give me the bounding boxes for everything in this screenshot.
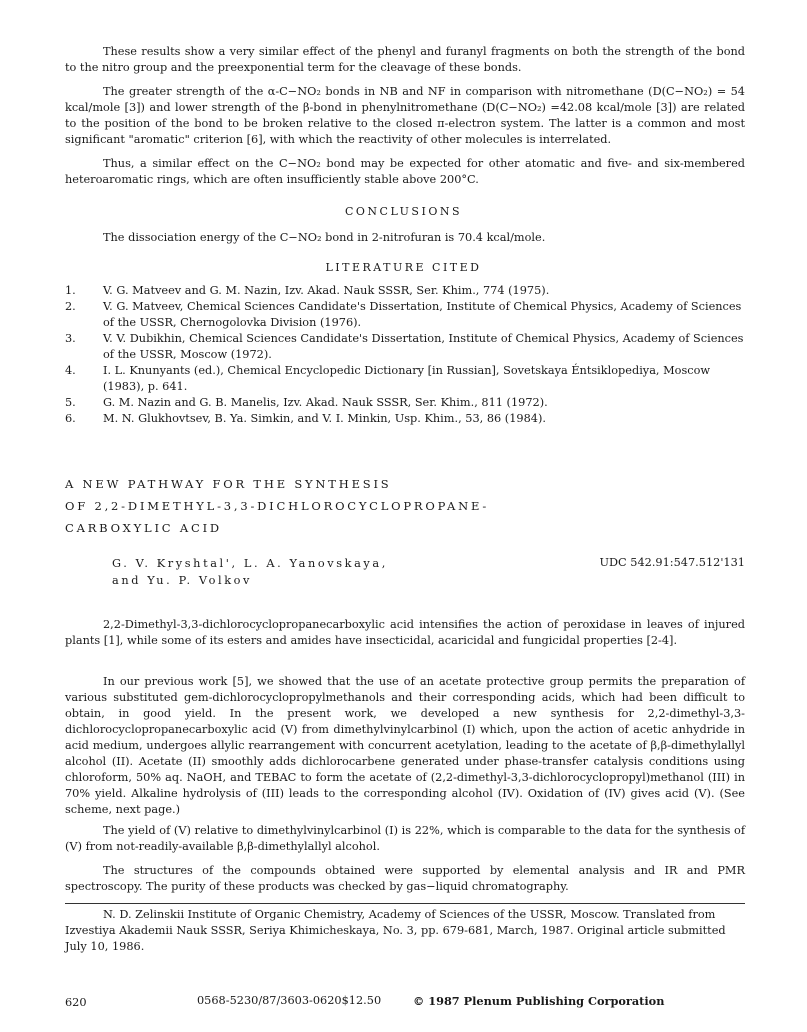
page-number: 620 xyxy=(65,996,87,1009)
author-list xyxy=(112,555,388,589)
article-paragraph-4: The structures of the compounds obtained were supported by elemental analysis and IR and PMR spectroscopy. The purity of these products was checked by gas−liquid chromatography. xyxy=(65,864,745,893)
authors-line: G. V. Kryshtal', L. A. Yanovskaya, xyxy=(112,557,388,570)
reference-item: 1. V. G. Matveev and G. M. Nazin, Izv. Akad. Nauk SSSR, Ser. Khim., 774 (1975). xyxy=(65,284,550,297)
copyright-notice: © 1987 Plenum Publishing Corporation xyxy=(413,994,665,1008)
intro-paragraph-3: Thus, a similar effect on the C−NO₂ bond may be expected for other atomatic and five- and six-membered heteroaromatic rings, which are often insufficiently stable above 200°C. xyxy=(65,157,745,186)
article-paragraph-1: 2,2-Dimethyl-3,3-dichlorocyclopropanecarboxylic acid intensifies the action of peroxidase in leaves of injured plants [1], while some of its esters and amides have insecticidal, acaricidal and fungicidal properties [2-4]. xyxy=(65,618,745,647)
intro-paragraph-2: The greater strength of the α-C−NO₂ bonds in NB and NF in comparison with nitromethane (D(C−NO₂) = 54 kcal/mole [3]) and lower strength of the β-bond in phenylnitromethane (D(C−NO₂) =42.08 kcal/mole [3]) are related to the position of the bond to be broken relative to the closed π-electron system. The latter is a common and most significant "aromatic" criterion [6], with which the reactivity of other molecules is interrelated. xyxy=(65,85,745,146)
reference-item: 2. V. G. Matveev, Chemical Sciences Candidate's Dissertation, Institute of Chemical Physics, Academy of Sciences of the USSR, Chernogolovka Division (1976). xyxy=(65,300,742,329)
reference-item: 5. G. M. Nazin and G. B. Manelis, Izv. Akad. Nauk SSSR, Ser. Khim., 811 (1972). xyxy=(65,396,548,409)
title-line: A NEW PATHWAY FOR THE SYNTHESIS xyxy=(65,477,392,491)
title-line: CARBOXYLIC ACID xyxy=(65,521,222,535)
article-code: 0568-5230/87/3603-0620$12.50 xyxy=(197,994,382,1007)
article-paragraph-2: In our previous work [5], we showed that the use of an acetate protective group permits the preparation of various substituted gem-dichlorocyclopropylmethanols and their corresponding acids, which had been difficult to obtain, in good yield. In the present work, we developed a new synthesis for 2,2-dimethyl-3,3-dichlorocyclopropanecarboxylic acid (V) from dimethylvinylcarbinol (I) which, upon the action of acetic anhydride in acid medium, undergoes allylic rearrangement with concurrent acetylation, leading to the acetate of β,β-dimethylallyl alcohol (II). Acetate (II) smoothly adds dichlorocarbene generated under phase-transfer catalysis conditions using chloroform, 50% aq. NaOH, and TEBAC to form the acetate of (2,2-dimethyl-3,3-dichlorocyclopropyl)methanol (III) in 70% yield. Alkaline hydrolysis of (III) leads to the corresponding alcohol (IV). Oxidation of (IV) gives acid (V). (See scheme, next page.) xyxy=(65,675,745,816)
article-paragraph-3: The yield of (V) relative to dimethylvinylcarbinol (I) is 22%, which is comparable to the data for the synthesis of (V) from not-readily-available β,β-dimethylallyl alcohol. xyxy=(65,824,745,853)
reference-item: 4. I. L. Knunyants (ed.), Chemical Encyclopedic Dictionary [in Russian], Sovetskaya Éntsiklopediya, Moscow (1983), p. 641. xyxy=(65,364,711,393)
authors-line: and Yu. P. Volkov xyxy=(112,574,253,587)
reference-list xyxy=(65,283,745,427)
udc-code: UDC 542.91:547.512'131 xyxy=(599,556,745,569)
footnote-divider xyxy=(65,903,745,904)
intro-paragraph-1: These results show a very similar effect of the phenyl and furanyl fragments on both the strength of the bond to the nitro group and the preexponential term for the cleavage of these bonds. xyxy=(65,45,745,74)
reference-item: 3. V. V. Dubikhin, Chemical Sciences Candidate's Dissertation, Institute of Chemical Physics, Academy of Sciences of the USSR, Moscow (1972). xyxy=(65,332,744,361)
article-title xyxy=(65,473,489,539)
conclusions-heading: CONCLUSIONS xyxy=(344,205,462,218)
conclusions-text: The dissociation energy of the C−NO₂ bond in 2-nitrofuran is 70.4 kcal/mole. xyxy=(103,231,546,244)
title-line: OF 2,2-DIMETHYL-3,3-DICHLOROCYCLOPROPANE- xyxy=(65,499,490,513)
footnote: N. D. Zelinskii Institute of Organic Chemistry, Academy of Sciences of the USSR, Moscow. Translated from Izvestiya Akademii Nauk SSSR, Seriya Khimicheskaya, No. 3, pp. 679-681, March, 1987. Original article submitted July 10, 1986. xyxy=(65,908,726,953)
reference-item: 6. M. N. Glukhovtsev, B. Ya. Simkin, and V. I. Minkin, Usp. Khim., 53, 86 (1984). xyxy=(65,412,546,425)
literature-heading: LITERATURE CITED xyxy=(325,261,482,274)
